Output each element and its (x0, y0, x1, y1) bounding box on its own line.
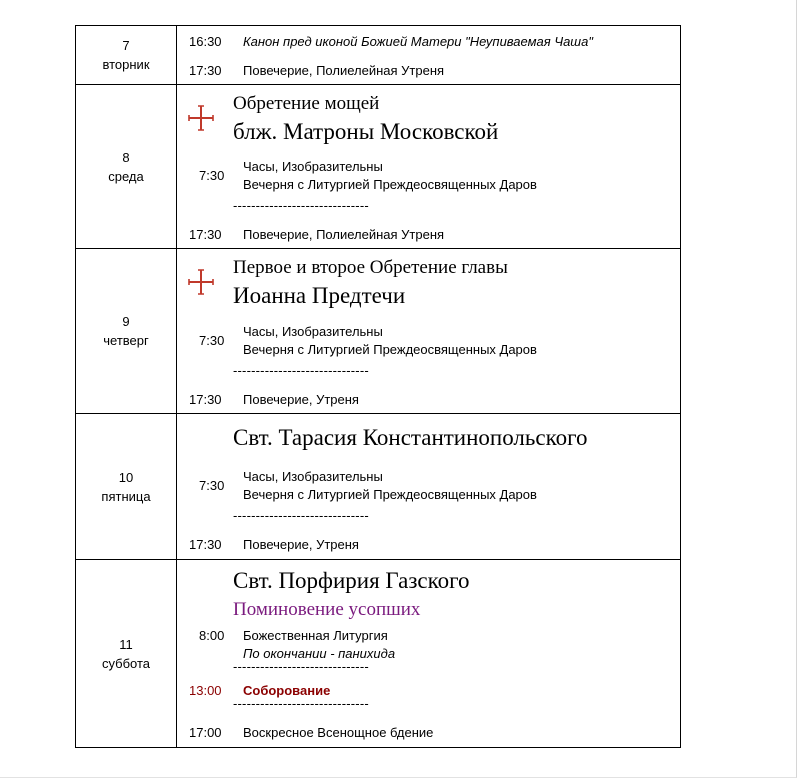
day-number: 9 (122, 314, 130, 329)
separator: ------------------------------ (233, 659, 369, 674)
service-text: Часы, Изобразительны (243, 469, 383, 484)
service-time: 17:00 (189, 725, 222, 740)
weekday: среда (108, 168, 144, 184)
service-text: Канон пред иконой Божией Матери "Неупиваемая Чаша" (243, 34, 593, 49)
separator: ------------------------------ (233, 696, 369, 711)
table-row (76, 249, 681, 414)
day-cell (76, 85, 177, 249)
service-text: Часы, Изобразительны (243, 324, 383, 339)
service-text: Вечерня с Литургией Преждеосвященных Даров (243, 342, 537, 357)
service-time: 17:30 (189, 227, 222, 242)
service-time: 7:30 (199, 478, 225, 493)
separator: ------------------------------ (233, 198, 369, 213)
service-time: 7:30 (199, 168, 225, 183)
feast-title: Обретение мощей (233, 93, 380, 114)
service-time: 13:00 (189, 683, 222, 698)
weekday: вторник (102, 57, 150, 72)
day-number: 8 (122, 149, 130, 165)
table-row (76, 26, 681, 85)
services-cell (177, 414, 681, 560)
day-cell (76, 26, 177, 85)
weekday: суббота (101, 655, 151, 671)
schedule-table (75, 25, 681, 748)
day-number: 10 (118, 469, 134, 485)
table-row (76, 414, 681, 560)
service-text: Повечерие, Полиелейная Утреня (243, 63, 445, 78)
weekday: пятница (101, 488, 151, 504)
service-text-highlight: Соборование (243, 683, 331, 698)
service-text: Вечерня с Литургией Преждеосвященных Даров (243, 487, 537, 502)
feast-saint: блж. Матроны Московской (233, 119, 499, 144)
service-text: Вечерня с Литургией Преждеосвященных Даров (243, 177, 537, 192)
services-cell (177, 249, 681, 414)
feast-title: Первое и второе Обретение главы (233, 257, 508, 278)
cross-icon (188, 269, 214, 295)
service-text: Повечерие, Полиелейная Утреня (243, 227, 445, 242)
service-time: 17:30 (189, 537, 222, 552)
services-cell (177, 85, 681, 249)
day-number: 7 (122, 38, 130, 53)
services-cell (177, 560, 681, 748)
feast-saint: Свт. Тарасия Константинопольского (233, 425, 588, 450)
weekday: четверг (103, 333, 149, 348)
service-text: Воскресное Всенощное бдение (243, 725, 434, 740)
day-cell (76, 249, 177, 414)
table-row (76, 85, 681, 249)
day-cell (76, 414, 177, 560)
day-cell (76, 560, 177, 748)
service-text: Повечерие, Утреня (243, 392, 359, 407)
service-text: Повечерие, Утреня (243, 537, 359, 552)
separator: ------------------------------ (233, 508, 369, 523)
service-time: 7:30 (199, 333, 225, 348)
commemoration-title: Поминовение усопших (233, 599, 421, 620)
service-time: 17:30 (189, 392, 222, 407)
feast-saint: Иоанна Предтечи (233, 283, 406, 308)
separator: ------------------------------ (233, 363, 369, 378)
service-time: 17:30 (189, 63, 222, 78)
service-time: 8:00 (199, 628, 225, 643)
day-number: 11 (119, 636, 133, 652)
table-row (76, 560, 681, 748)
service-note: По окончании - панихида (243, 646, 396, 661)
services-cell (177, 26, 681, 85)
service-time: 16:30 (189, 34, 222, 49)
service-text: Божественная Литургия (243, 628, 388, 643)
service-text: Часы, Изобразительны (243, 159, 383, 174)
feast-saint: Свт. Порфирия Газского (233, 568, 470, 593)
cross-icon (188, 105, 214, 131)
